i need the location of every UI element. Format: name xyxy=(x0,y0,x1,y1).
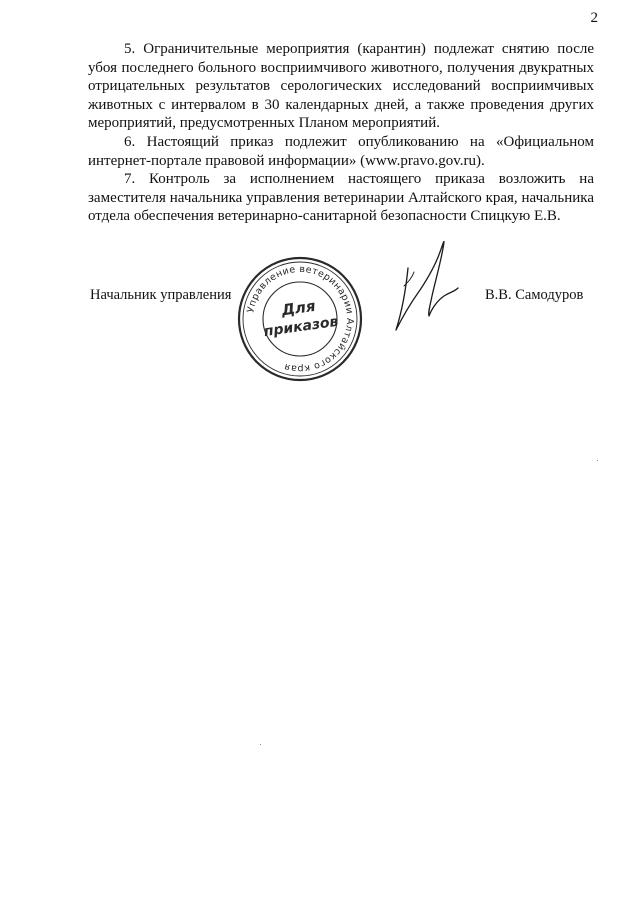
paragraph-7: 7. Контроль за исполнением настоящего приказа возложить на заместителя начальника управления ветеринарии Алтайского края, начальника отдела обеспечения ветеринарно-санитарной безопасности Спицкую Е.В. xyxy=(88,171,594,225)
stamp-center-line-2: приказов xyxy=(262,313,340,341)
stamp-ring-text: Управление ветеринарии Алтайского края xyxy=(245,263,356,375)
paragraph-6: 6. Настоящий приказ подлежит опубликованию на «Официальном интернет-портале правовой информации» (www.pravo.gov.ru). xyxy=(88,133,594,169)
paragraph-5: 5. Ограничительные мероприятия (карантин) подлежат снятию после убоя последнего больного восприимчивого животного, получения двукратных отрицательных результатов серологических исследований восприимчивых животных с интервалом в 30 календарных дней, а также проведения других мероприятий, предусмотренных Планом мероприятий. xyxy=(88,41,594,132)
handwritten-signature xyxy=(388,238,468,333)
stamp-center-line-1: Для xyxy=(280,296,317,320)
position-title: Начальник управления xyxy=(90,287,232,303)
document-body xyxy=(88,40,594,226)
signer-name: В.В. Самодуров xyxy=(485,287,584,303)
page-number: 2 xyxy=(590,10,598,26)
scan-speck xyxy=(260,744,261,745)
scan-speck xyxy=(597,460,598,461)
official-stamp xyxy=(236,255,364,383)
